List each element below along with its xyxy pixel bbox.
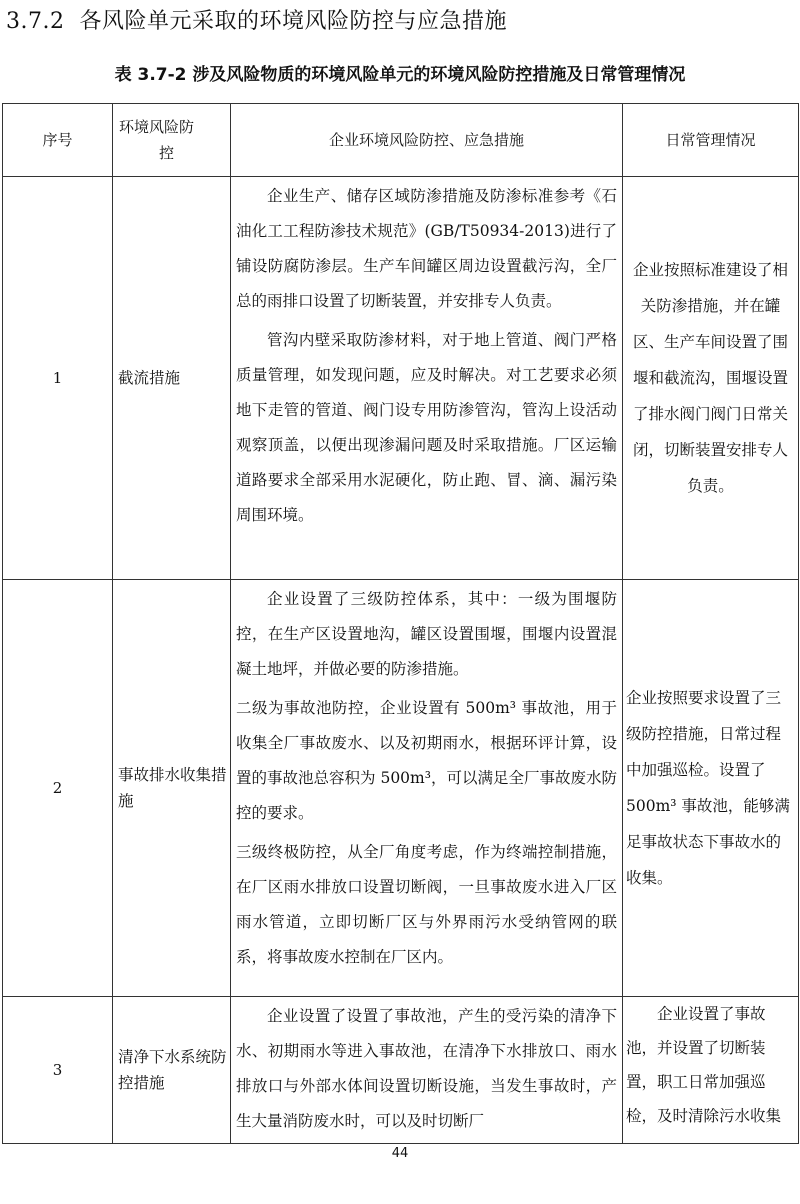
daily-management: 企业按照标准建设了相关防渗措施，并在罐区、生产车间设置了围堰和截流沟，围堰设置了排水阀门阀门日常关闭，切断装置安排专人负责。	[623, 177, 799, 580]
measure-paragraph: 企业设置了设置了事故池，产生的受污染的清净下水、初期雨水等进入事故池，在清净下水排放口、雨水排放口与外部水体间设置切断设施，当发生事故时，产生大量消防废水时，可以及时切断厂	[236, 1007, 617, 1130]
section-title	[6, 4, 507, 35]
section-number: 3.7.2	[6, 9, 65, 34]
table-header-row	[3, 104, 799, 177]
daily-management: 企业按照要求设置了三级防控措施，日常过程中加强巡检。设置了500m³ 事故池，能够满足事故状态下事故水的收集。	[623, 580, 799, 997]
control-measures	[231, 177, 623, 580]
risk-control-table	[2, 103, 799, 1144]
control-measures	[231, 997, 623, 1144]
risk-unit: 清净下水系统防控措施	[113, 997, 231, 1144]
table-caption: 表 3.7-2 涉及风险物质的环境风险单元的环境风险防控措施及日常管理情况	[114, 65, 686, 85]
measure-paragraph: 三级终极防控，从全厂角度考虑，作为终端控制措施，在厂区雨水排放口设置切断阀，一旦事故废水进入厂区雨水管道，立即切断厂区与外界雨污水受纳管网的联系，将事故废水控制在厂区内。	[236, 843, 617, 966]
measure-paragraph: 管沟内壁采取防渗材料，对于地上管道、阀门严格质量管理，如发现问题，应及时解决。对工艺要求必须地下走管的管道、阀门设专用防渗管沟，管沟上设活动观察顶盖，以便出现渗漏问题及时采取措施。厂区运输道路要求全部采用水泥硬化，防止跑、冒、滴、漏污染周围环境。	[236, 331, 617, 524]
risk-unit: 事故排水收集措施	[113, 580, 231, 997]
header-unit-line1: 环境风险防	[119, 118, 195, 136]
table-row	[3, 580, 799, 997]
table-row	[3, 997, 799, 1144]
header-mgmt: 日常管理情况	[623, 104, 799, 177]
header-measures: 企业环境风险防控、应急措施	[231, 104, 623, 177]
daily-management	[623, 997, 799, 1144]
header-unit-line2: 控	[159, 144, 175, 162]
section-heading: 各风险单元采取的环境风险防控与应急措施	[79, 9, 507, 34]
risk-unit: 截流措施	[113, 177, 231, 580]
measure-paragraph: 二级为事故池防控，企业设置有 500m³ 事故池，用于收集全厂事故废水、以及初期雨水，根据环评计算，设置的事故池总容积为 500m³，可以满足全厂事故废水防控的要求。	[236, 699, 617, 822]
header-no: 序号	[3, 104, 113, 177]
control-measures	[231, 580, 623, 997]
page-number: 44	[391, 1146, 409, 1161]
measure-paragraph: 企业设置了三级防控体系，其中：一级为围堰防控，在生产区设置地沟，罐区设置围堰，围堰内设置混凝土地坪，并做必要的防渗措施。	[236, 590, 617, 678]
row-number: 1	[3, 177, 113, 580]
table-row	[3, 177, 799, 580]
row-number: 2	[3, 580, 113, 997]
daily-management-text: 企业设置了事故池，并设置了切断装置，职工日常加强巡检，及时清除污水收集	[626, 1005, 782, 1125]
measure-paragraph: 企业生产、储存区域防渗措施及防渗标准参考《石油化工工程防渗技术规范》(GB/T50934-2013)进行了铺设防腐防渗层。生产车间罐区周边设置截污沟，全厂总的雨排口设置了切断装置，并安排专人负责。	[236, 187, 617, 310]
row-number: 3	[3, 997, 113, 1144]
header-unit	[113, 104, 231, 177]
